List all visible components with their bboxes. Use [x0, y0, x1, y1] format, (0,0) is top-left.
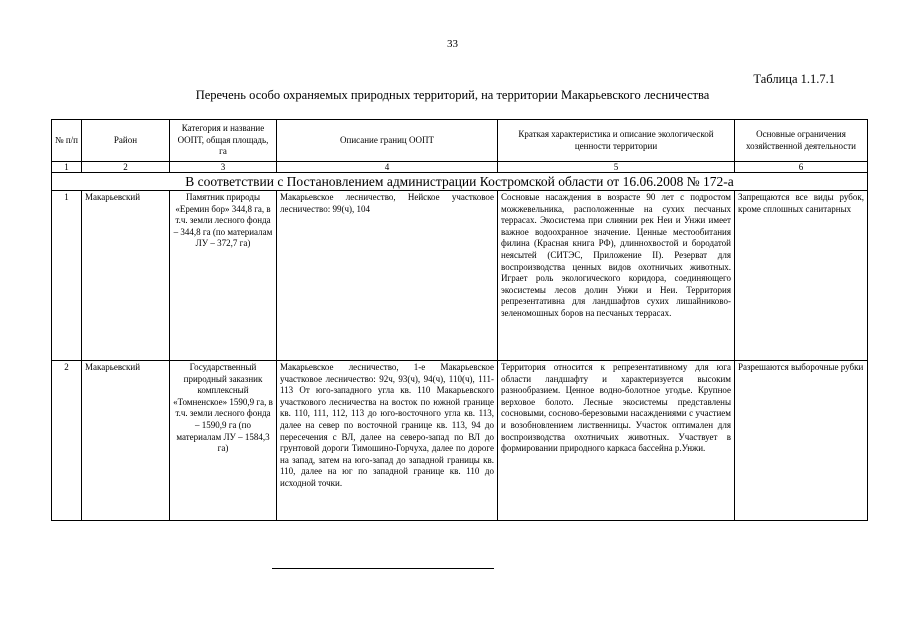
- row-characteristics: Сосновые насаждения в возрасте 90 лет с подростом можжевельника, расположенные на сухих песчаных террасах. Экосистема при слиянии рек Неи и Унжи имеет важное водоохранное значение. Ценные местообитания филина (Красная книга РФ), длиннохвостой и бородатой неясытей (СИТЭС, Приложение II). Резерват для воспроизводства ценных видов охотничьих животных. Играет роль экологического коридора, соединяющего экосистемы лесов долин Унжи и Неи. Территория репрезентативна для ландшафтов сухих лишайниково-зеленомошных боров на песчаных террасах.: [498, 191, 735, 361]
- protected-areas-table: [51, 119, 868, 521]
- column-number: 3: [170, 162, 277, 173]
- table-title: Перечень особо охраняемых природных территорий, на территории Макарьевского лесничества: [195, 88, 710, 102]
- row-restrictions: Разрешаются выборочные рубки: [735, 361, 868, 521]
- header-cell: № п/п: [52, 120, 82, 162]
- row-district: Макарьевский: [82, 361, 170, 521]
- row-boundaries: Макарьевское лесничество, 1-е Макарьевское участковое лесничество: 92ч, 93(ч), 94(ч), 110(ч), 111-113 От юго-западного угла кв. 110 Макарьевского участкового лесничества на восток по южной границе кв. 110, 111, 112, 113 до юго-восточного угла кв. 113, далее на север по восточной границе кв. 113, 94 до пересечения с ВЛ, далее на северо-запад по ВЛ до грунтовой дороги Тимошино-Горчуха, далее по дороге на запад, затем на юго-запад до западной границы кв. 110, далее на юг по западной границе кв. 110 до исходной точки.: [277, 361, 498, 521]
- row-characteristics: Территория относится к репрезентативному для юга области ландшафту и характеризуется высоким разнообразием. Ценное водно-болотное угодье. Крупное верховое болото. Лесные экосистемы представлены сосновыми, сосново-березовыми насаждениями с участием и возобновлением лиственницы. Участок оптимален для воспроизводства охотничьих животных. Участвует в формировании природного каркаса бассейна р.Унжи.: [498, 361, 735, 521]
- column-number: 5: [498, 162, 735, 173]
- row-district: Макарьевский: [82, 191, 170, 361]
- header-cell: Район: [82, 120, 170, 162]
- table-header-row: [52, 120, 868, 162]
- table-row: [52, 191, 868, 361]
- column-number: 1: [52, 162, 82, 173]
- page-number: 33: [447, 38, 458, 50]
- row-category: Государственный природный заказник комплексный «Томненское» 1590,9 га, в т.ч. земли лесного фонда – 1590,9 га (по материалам ЛУ – 1584,3 га): [170, 361, 277, 521]
- section-title: В соответствии с Постановлением администрации Костромской области от 16.06.2008 № 172-а: [52, 173, 868, 191]
- section-row: [52, 173, 868, 191]
- column-numbers-row: [52, 162, 868, 173]
- row-number: 1: [52, 191, 82, 361]
- header-cell: Краткая характеристика и описание экологической ценности территории: [498, 120, 735, 162]
- header-cell: Основные ограничения хозяйственной деятельности: [735, 120, 868, 162]
- row-category: Памятник природы «Еремин бор» 344,8 га, в т.ч. земли лесного фонда – 344,8 га (по материалам ЛУ – 372,7 га): [170, 191, 277, 361]
- column-number: 6: [735, 162, 868, 173]
- row-boundaries: Макарьевское лесничество, Нейское участковое лесничество: 99(ч), 104: [277, 191, 498, 361]
- column-number: 2: [82, 162, 170, 173]
- row-number: 2: [52, 361, 82, 521]
- column-number: 4: [277, 162, 498, 173]
- footnote-separator: [272, 568, 494, 569]
- table-label: Таблица 1.1.7.1: [753, 72, 835, 86]
- header-cell: Категория и название ООПТ, общая площадь, га: [170, 120, 277, 162]
- row-restrictions: Запрещаются все виды рубок, кроме сплошных санитарных: [735, 191, 868, 361]
- header-cell: Описание границ ООПТ: [277, 120, 498, 162]
- table-row: [52, 361, 868, 521]
